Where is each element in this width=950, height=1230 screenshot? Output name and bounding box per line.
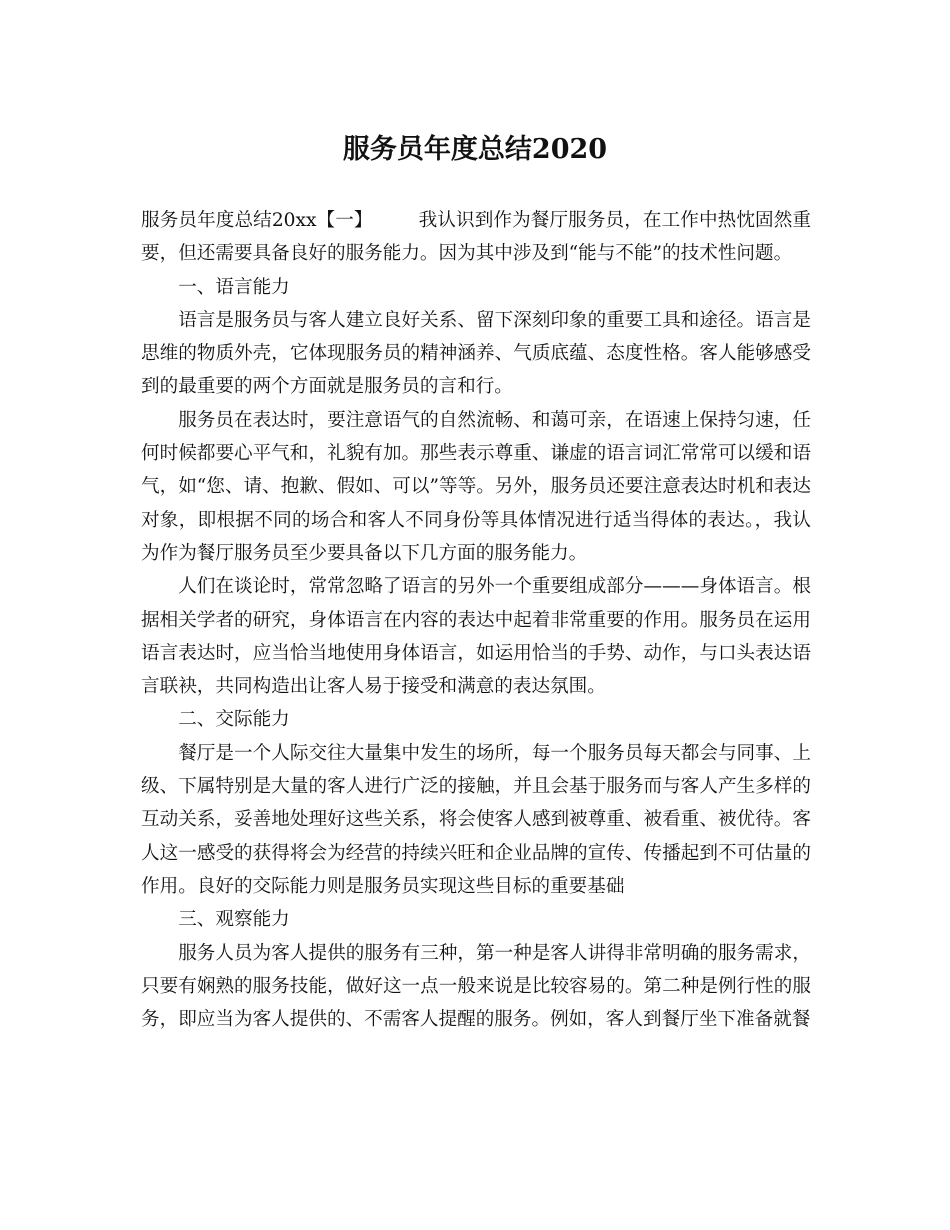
paragraph-language-importance: 语言是服务员与客人建立良好关系、留下深刻印象的重要工具和途径。语言是思维的物质外壳，它体现服务员的精神涵养、气质底蕴、态度性格。客人能够感受到的最重要的两个方面就是服务员的言和行。 <box>141 309 811 398</box>
heading-observation-ability: 三、观察能力 <box>178 909 290 931</box>
intro-paragraph <box>141 204 811 271</box>
intro-text: 我认识到作为餐厅服务员，在工作中热忱固然重要，但还需要具备良好的服务能力。因为其中涉及到“能与不能”的技术性问题。 <box>141 210 811 265</box>
paragraph-body-language: 人们在谈论时，常常忽略了语言的另外一个重要组成部分———身体语言。根据相关学者的研究，身体语言在内容的表达中起着非常重要的作用。服务员在运用语言表达时，应当恰当地使用身体语言，如运用恰当的手势、动作，与口头表达语言联袂，共同构造出让客人易于接受和满意的表达氛围。 <box>141 576 811 698</box>
heading-social-ability: 二、交际能力 <box>178 709 290 731</box>
paragraph-service-types: 服务人员为客人提供的服务有三种，第一种是客人讲得非常明确的服务需求，只要有娴熟的服务技能，做好这一点一般来说是比较容易的。第二种是例行性的服务，即应当为客人提供的、不需客人提醒的服务。例如，客人到餐厅坐下准备就餐 <box>141 942 811 1031</box>
document-title: 服务员年度总结2020 <box>342 134 608 165</box>
paragraph-expression-tone: 服务员在表达时，要注意语气的自然流畅、和蔼可亲，在语速上保持匀速，任何时候都要心平气和，礼貌有加。那些表示尊重、谦虚的语言词汇常常可以缓和语气，如“您、请、抱歉、假如、可以”等等。另外，服务员还要注意表达时机和表达对象，即根据不同的场合和客人不同身份等具体情况进行适当得体的表达。，我认为作为餐厅服务员至少要具备以下几方面的服务能力。 <box>141 409 811 564</box>
intro-label: 服务员年度总结20xx【一】 <box>141 210 373 231</box>
paragraph-social-interaction: 餐厅是一个人际交往大量集中发生的场所，每一个服务员每天都会与同事、上级、下属特别是大量的客人进行广泛的接触，并且会基于服务而与客人产生多样的互动关系，妥善地处理好这些关系，将会使客人感到被尊重、被看重、被优待。客人这一感受的获得将会为经营的持续兴旺和企业品牌的宣传、传播起到不可估量的作用。良好的交际能力则是服务员实现这些目标的重要基础 <box>141 742 811 897</box>
heading-language-ability: 一、语言能力 <box>178 276 290 298</box>
document-body <box>141 204 811 1036</box>
